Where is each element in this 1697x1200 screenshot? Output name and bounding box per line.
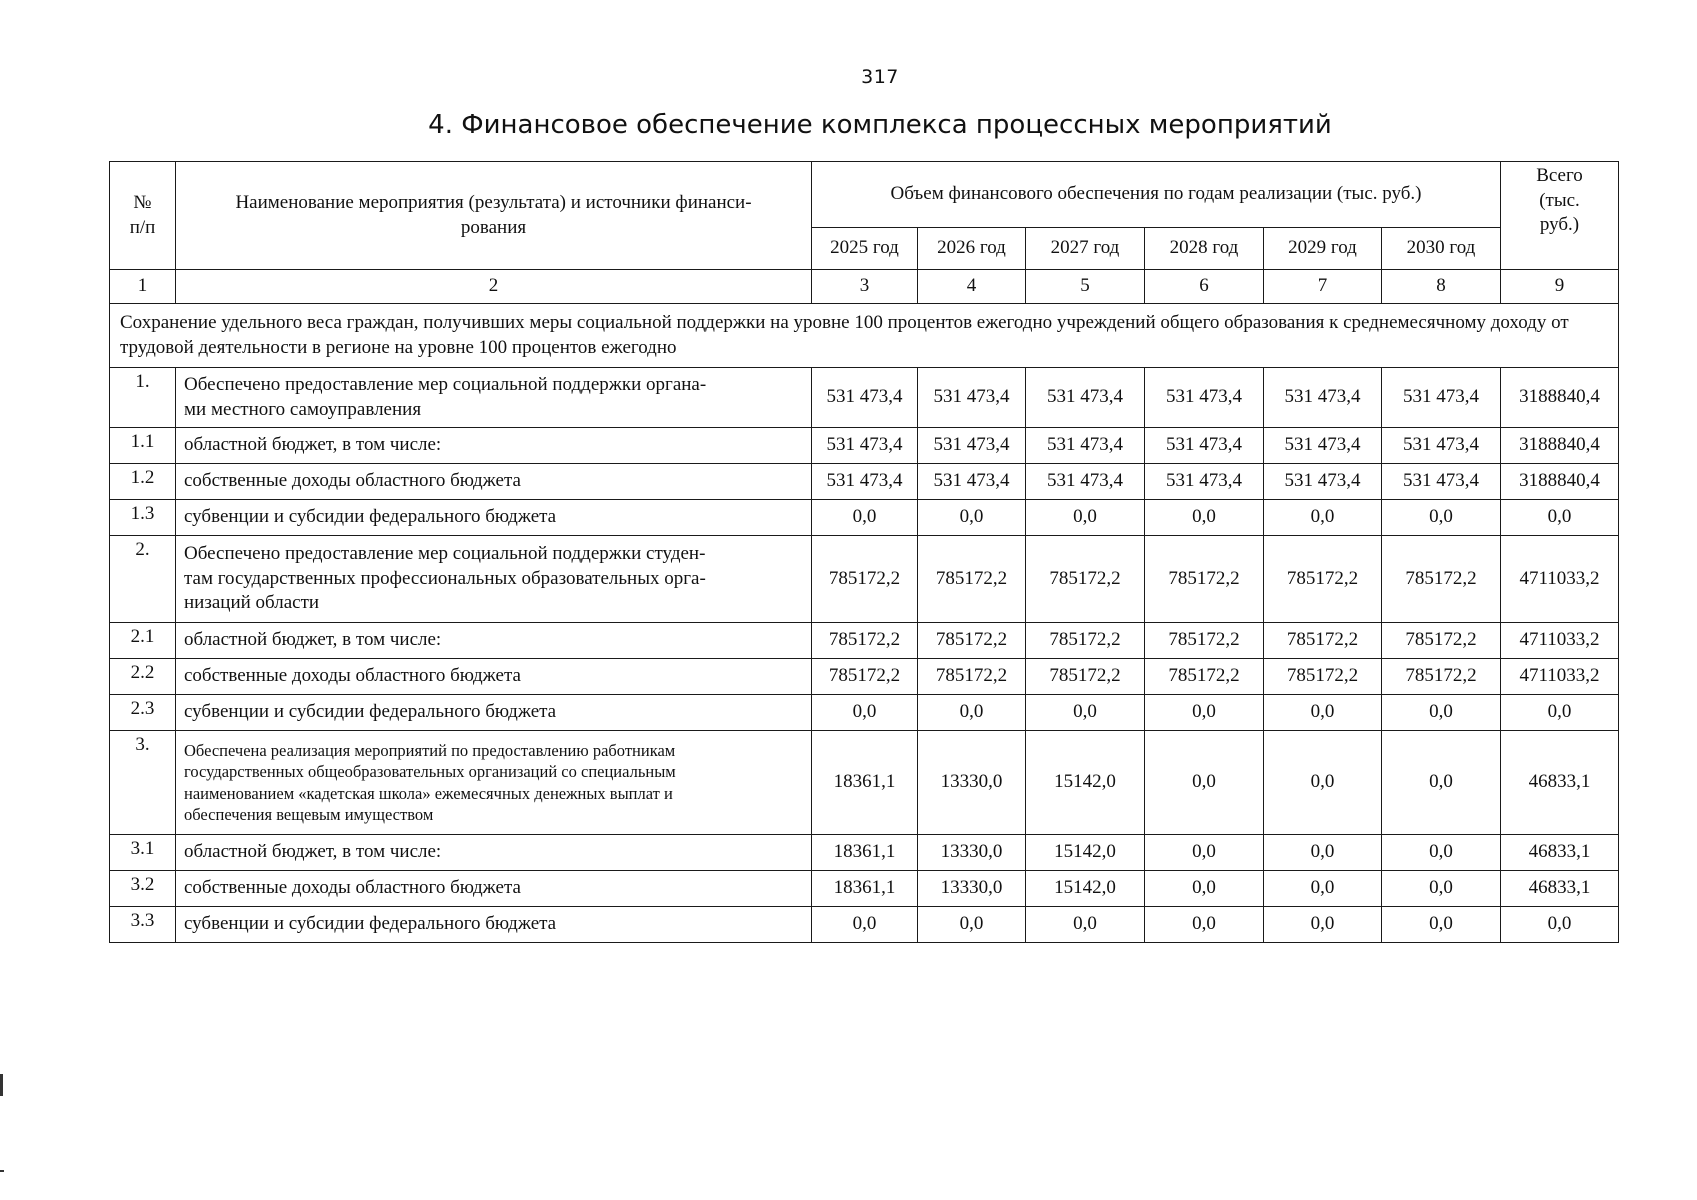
row-name: Обеспечена реализация мероприятий по предоставлению работникам государственных общеобразовательных организаций со специальным наименованием «кадетская школа» ежемесячных денежных выплат и обеспечения вещевым имуществом <box>176 731 812 835</box>
row-value: 0,0 <box>1382 907 1501 943</box>
table-row <box>110 659 1619 695</box>
row-number: 3. <box>110 731 176 835</box>
row-value: 785172,2 <box>1145 623 1264 659</box>
table-row <box>110 695 1619 731</box>
column-number-row <box>110 270 1619 304</box>
row-total: 0,0 <box>1501 695 1619 731</box>
header-name <box>176 162 812 270</box>
header-total <box>1501 162 1619 270</box>
row-total: 4711033,2 <box>1501 659 1619 695</box>
row-total: 46833,1 <box>1501 731 1619 835</box>
year-header: 2027 год <box>1026 228 1145 270</box>
row-value: 0,0 <box>1382 500 1501 536</box>
row-value: 0,0 <box>812 500 918 536</box>
row-value: 531 473,4 <box>1264 428 1382 464</box>
row-value: 785172,2 <box>1382 659 1501 695</box>
scan-edge-mark <box>0 1170 4 1172</box>
row-value: 15142,0 <box>1026 835 1145 871</box>
row-value: 13330,0 <box>918 871 1026 907</box>
row-name: собственные доходы областного бюджета <box>176 464 812 500</box>
row-value: 785172,2 <box>1026 536 1145 623</box>
column-number: 3 <box>812 270 918 304</box>
row-value: 785172,2 <box>1026 623 1145 659</box>
row-total: 3188840,4 <box>1501 464 1619 500</box>
row-value: 18361,1 <box>812 871 918 907</box>
row-value: 0,0 <box>1264 731 1382 835</box>
column-number: 4 <box>918 270 1026 304</box>
row-value: 785172,2 <box>1264 623 1382 659</box>
row-name: собственные доходы областного бюджета <box>176 659 812 695</box>
table-row <box>110 907 1619 943</box>
row-value: 531 473,4 <box>1145 464 1264 500</box>
row-value: 785172,2 <box>1264 659 1382 695</box>
row-total: 0,0 <box>1501 907 1619 943</box>
row-number: 3.2 <box>110 871 176 907</box>
financing-table <box>109 161 1619 943</box>
row-value: 531 473,4 <box>1382 368 1501 428</box>
row-value: 785172,2 <box>812 623 918 659</box>
row-name: Обеспечено предоставление мер социальной поддержки органа- ми местного самоуправления <box>176 368 812 428</box>
row-number: 2.2 <box>110 659 176 695</box>
row-value: 785172,2 <box>918 659 1026 695</box>
row-value: 13330,0 <box>918 835 1026 871</box>
row-value: 785172,2 <box>812 659 918 695</box>
row-value: 531 473,4 <box>918 368 1026 428</box>
row-value: 785172,2 <box>812 536 918 623</box>
row-value: 531 473,4 <box>812 428 918 464</box>
row-value: 531 473,4 <box>1264 464 1382 500</box>
header-volume <box>812 162 1501 228</box>
column-number: 5 <box>1026 270 1145 304</box>
row-value: 0,0 <box>1264 871 1382 907</box>
row-value: 13330,0 <box>918 731 1026 835</box>
row-value: 0,0 <box>1382 695 1501 731</box>
row-total: 0,0 <box>1501 500 1619 536</box>
row-value: 531 473,4 <box>1145 368 1264 428</box>
column-number: 1 <box>110 270 176 304</box>
row-value: 0,0 <box>1145 695 1264 731</box>
row-value: 531 473,4 <box>1145 428 1264 464</box>
row-name: собственные доходы областного бюджета <box>176 871 812 907</box>
column-number: 7 <box>1264 270 1382 304</box>
goal-text: Сохранение удельного веса граждан, получивших меры социальной поддержки на уровне 100 процентов ежегодно учреждений общего образования к среднемесячному доходу от трудовой деятельности в регионе на уровне 100 процентов ежегодно <box>110 304 1619 368</box>
table-row <box>110 835 1619 871</box>
row-total: 3188840,4 <box>1501 428 1619 464</box>
header-volume-text: Объем финансового обеспечения по годам реализации (тыс. руб.) <box>890 183 1422 205</box>
row-value: 531 473,4 <box>1264 368 1382 428</box>
column-number: 8 <box>1382 270 1501 304</box>
row-total: 46833,1 <box>1501 835 1619 871</box>
row-name: областной бюджет, в том числе: <box>176 428 812 464</box>
row-value: 0,0 <box>1026 695 1145 731</box>
row-name: областной бюджет, в том числе: <box>176 835 812 871</box>
row-number: 2.1 <box>110 623 176 659</box>
row-value: 0,0 <box>812 695 918 731</box>
table-row <box>110 536 1619 623</box>
row-number: 1.3 <box>110 500 176 536</box>
header-total-text: Всего (тыс. руб.) <box>1536 165 1583 236</box>
goal-row <box>110 304 1619 368</box>
header-no <box>110 162 176 270</box>
table-row <box>110 623 1619 659</box>
page-number: 317 <box>861 66 899 88</box>
table-row <box>110 500 1619 536</box>
row-value: 0,0 <box>1382 871 1501 907</box>
table-row <box>110 871 1619 907</box>
row-value: 785172,2 <box>1145 659 1264 695</box>
row-value: 785172,2 <box>918 536 1026 623</box>
row-value: 785172,2 <box>1264 536 1382 623</box>
row-value: 0,0 <box>1026 500 1145 536</box>
row-name: областной бюджет, в том числе: <box>176 623 812 659</box>
page-title: 4. Финансовое обеспечение комплекса процессных мероприятий <box>428 110 1332 140</box>
row-value: 785172,2 <box>1382 623 1501 659</box>
row-value: 0,0 <box>1026 907 1145 943</box>
row-number: 2.3 <box>110 695 176 731</box>
row-name: субвенции и субсидии федерального бюджета <box>176 500 812 536</box>
row-total: 4711033,2 <box>1501 536 1619 623</box>
row-value: 0,0 <box>1145 907 1264 943</box>
row-number: 1.1 <box>110 428 176 464</box>
row-value: 531 473,4 <box>812 368 918 428</box>
row-name: Обеспечено предоставление мер социальной поддержки студен- там государственных профессиональных образовательных орга- низаций области <box>176 536 812 623</box>
row-name: субвенции и субсидии федерального бюджета <box>176 907 812 943</box>
row-value: 531 473,4 <box>1026 464 1145 500</box>
row-value: 785172,2 <box>1382 536 1501 623</box>
row-value: 531 473,4 <box>1026 368 1145 428</box>
row-number: 3.3 <box>110 907 176 943</box>
row-total: 4711033,2 <box>1501 623 1619 659</box>
row-number: 3.1 <box>110 835 176 871</box>
row-total: 3188840,4 <box>1501 368 1619 428</box>
row-value: 0,0 <box>918 500 1026 536</box>
row-value: 785172,2 <box>918 623 1026 659</box>
row-value: 531 473,4 <box>918 428 1026 464</box>
row-value: 0,0 <box>1145 871 1264 907</box>
column-number: 6 <box>1145 270 1264 304</box>
row-value: 0,0 <box>918 907 1026 943</box>
row-number: 1.2 <box>110 464 176 500</box>
row-value: 0,0 <box>1264 500 1382 536</box>
row-value: 531 473,4 <box>1382 464 1501 500</box>
year-header: 2028 год <box>1145 228 1264 270</box>
row-value: 531 473,4 <box>1026 428 1145 464</box>
scan-edge-mark <box>0 1074 3 1096</box>
year-header: 2025 год <box>812 228 918 270</box>
table-row <box>110 731 1619 835</box>
row-value: 0,0 <box>1264 907 1382 943</box>
row-value: 0,0 <box>1382 731 1501 835</box>
row-value: 531 473,4 <box>918 464 1026 500</box>
year-header: 2029 год <box>1264 228 1382 270</box>
row-value: 0,0 <box>1145 731 1264 835</box>
row-value: 0,0 <box>1264 835 1382 871</box>
row-name: субвенции и субсидии федерального бюджета <box>176 695 812 731</box>
header-no-text: № п/п <box>129 191 156 238</box>
row-total: 46833,1 <box>1501 871 1619 907</box>
table-row <box>110 368 1619 428</box>
row-value: 0,0 <box>918 695 1026 731</box>
row-value: 15142,0 <box>1026 871 1145 907</box>
row-value: 0,0 <box>812 907 918 943</box>
row-value: 785172,2 <box>1145 536 1264 623</box>
column-number: 9 <box>1501 270 1619 304</box>
header-name-text: Наименование мероприятия (результата) и источники финанси- рования <box>235 191 752 238</box>
row-value: 15142,0 <box>1026 731 1145 835</box>
row-value: 531 473,4 <box>1382 428 1501 464</box>
row-value: 0,0 <box>1145 500 1264 536</box>
year-header: 2026 год <box>918 228 1026 270</box>
table-row <box>110 428 1619 464</box>
row-value: 785172,2 <box>1026 659 1145 695</box>
row-number: 1. <box>110 368 176 428</box>
row-value: 531 473,4 <box>812 464 918 500</box>
column-number: 2 <box>176 270 812 304</box>
table-row <box>110 464 1619 500</box>
row-value: 0,0 <box>1382 835 1501 871</box>
row-number: 2. <box>110 536 176 623</box>
row-value: 18361,1 <box>812 835 918 871</box>
year-header: 2030 год <box>1382 228 1501 270</box>
row-value: 0,0 <box>1145 835 1264 871</box>
row-value: 0,0 <box>1264 695 1382 731</box>
row-value: 18361,1 <box>812 731 918 835</box>
